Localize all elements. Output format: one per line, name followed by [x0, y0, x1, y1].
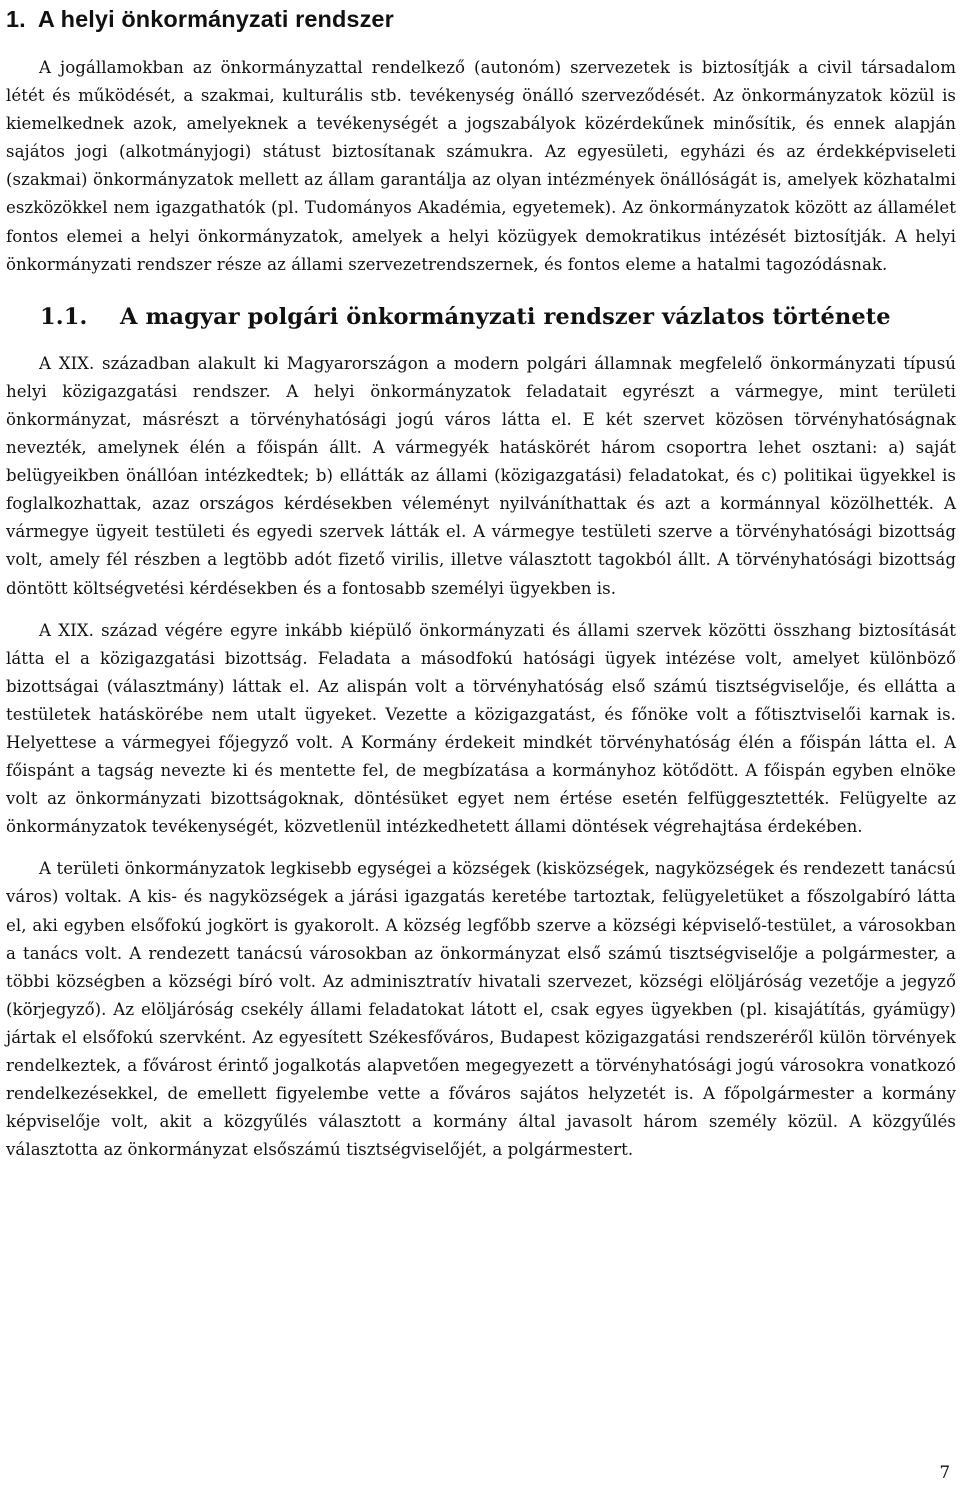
- chapter-heading: [6, 3, 956, 35]
- section-title: A magyar polgári önkormányzati rendszer vázlatos története: [120, 303, 891, 330]
- body-paragraph: A XIX. század végére egyre inkább kiépülő önkormányzati és állami szervek közötti összhang biztosítását látta el a közigazgatási bizottság. Feladata a másodfokú hatósági ügyek intézése volt, amelyet különböző bizottságai (választmány) láttak el. Az alispán volt a törvényhatóság első számú tisztségviselője, és ellátta a testületek hatáskörébe nem utalt ügyeket. Vezette a közigazgatást, és főnöke volt a főtisztviselői karnak is. Helyettese a vármegyei főjegyző volt. A Kormány érdekeit mindkét törvényhatóság élén a főispán látta el. A főispánt a tagság nevezte ki és mentette fel, de megbízatása a kormányhoz kötődött. A főispán egyben elnöke volt az önkormányzati bizottságoknak, döntésüket egyet nem értése esetén felfüggesztették. Felügyelte az önkormányzatok tevékenységét, közvetlenül intézkedhetett állami döntések végrehajtása érdekében.: [6, 620, 956, 837]
- section-heading: [40, 302, 956, 332]
- chapter-title: A helyi önkormányzati rendszer: [37, 6, 394, 32]
- intro-paragraph: A jogállamokban az önkormányzattal rendelkező (autonóm) szervezetek is biztosítják a civil társadalom létét és működését, a szakmai, kulturális stb. tevékenység önálló szerveződését. Az önkormányzatok közül is kiemelkednek azok, amelyeknek a tevékenységét a jogszabályok közérdekűnek minősítik, és ennek alapján sajátos jogi (alkotmányjogi) státust biztosítanak számukra. Az egyesületi, egyházi és az érdekképviseleti (szakmai) önkormányzatok mellett az állam garantálja az olyan intézmények önállóságát is, amelyek közhatalmi eszközökkel nem igazgathatók (pl. Tudományos Akadémia, egyetemek). Az önkormányzatok között az államélet fontos elemei a helyi önkormányzatok, amelyek a helyi közügyek demokratikus intézését biztosítják. A helyi önkormányzati rendszer része az állami szervezetrendszernek, és fontos eleme a hatalmi tagozódásnak.: [6, 58, 956, 274]
- body-paragraph: A területi önkormányzatok legkisebb egységei a községek (kisközségek, nagyközségek és rendezett tanácsú város) voltak. A kis- és nagyközségek a járási igazgatás keretébe tartoztak, felügyeletüket a főszolgabíró látta el, aki egyben elsőfokú jogkört is gyakorolt. A község legfőbb szerve a községi képviselő-testület, a városokban a tanács volt. A rendezett tanácsú városokban az önkormányzat első számú tisztségviselője a polgármester, a többi községben a községi bíró volt. Az adminisztratív hivatali szervezet, községi elöljáróság vezetője a jegyző (körjegyző). Az elöljáróság csekély állami feladatokat látott el, csak egyes ügyekben (pl. kisajátítás, gyámügy) jártak el elsőfokú szervként. Az egyesített Székesfőváros, Budapest közigazgatási rendszeréről külön törvények rendelkeztek, a fővárost érintő jogalkotás alapvetően megegyezett a törvényhatósági jogú városokra vonatkozó rendelkezésekkel, de emellett figyelembe vette a főváros sajátos helyzetét is. A főpolgármester a kormány képviselője volt, akit a közgyűlés választott a kormány által javasolt három személy közül. A közgyűlés választotta az önkormányzat elsőszámú tisztségviselőjét, a polgármestert.: [6, 859, 956, 1160]
- page-number: 7: [939, 1463, 950, 1482]
- section-number: 1.1.: [40, 303, 88, 330]
- body-paragraph: A XIX. században alakult ki Magyarországon a modern polgári államnak megfelelő önkormányzati típusú helyi közigazgatási rendszer. A helyi önkormányzatok feladatait egyrészt a vármegye, mint területi önkormányzat, másrészt a törvényhatósági jogú város látta el. E két szervet közösen törvényhatóságnak nevezték, amelynek élén a főispán állt. A vármegyék hatáskörét három csoportra lehet osztani: a) saját belügyeikben önállóan intézkedtek; b) ellátták az állami (közigazgatási) feladatokat, és c) politikai ügyekkel is foglalkozhattak, azaz országos kérdésekben véleményt nyilváníthattak és azt a kormánnyal közölhették. A vármegye ügyeit testületi és egyedi szervek látták el. A vármegye testületi szerve a törvényhatósági bizottság volt, amely fél részben a legtöbb adót fizető virilis, illetve választott tagokból állt. A törvényhatósági bizottság döntött költségvetési kérdésekben és a fontosabb személyi ügyekben is.: [6, 353, 956, 598]
- chapter-number: 1.: [6, 6, 26, 32]
- document-page: [6, 0, 956, 1164]
